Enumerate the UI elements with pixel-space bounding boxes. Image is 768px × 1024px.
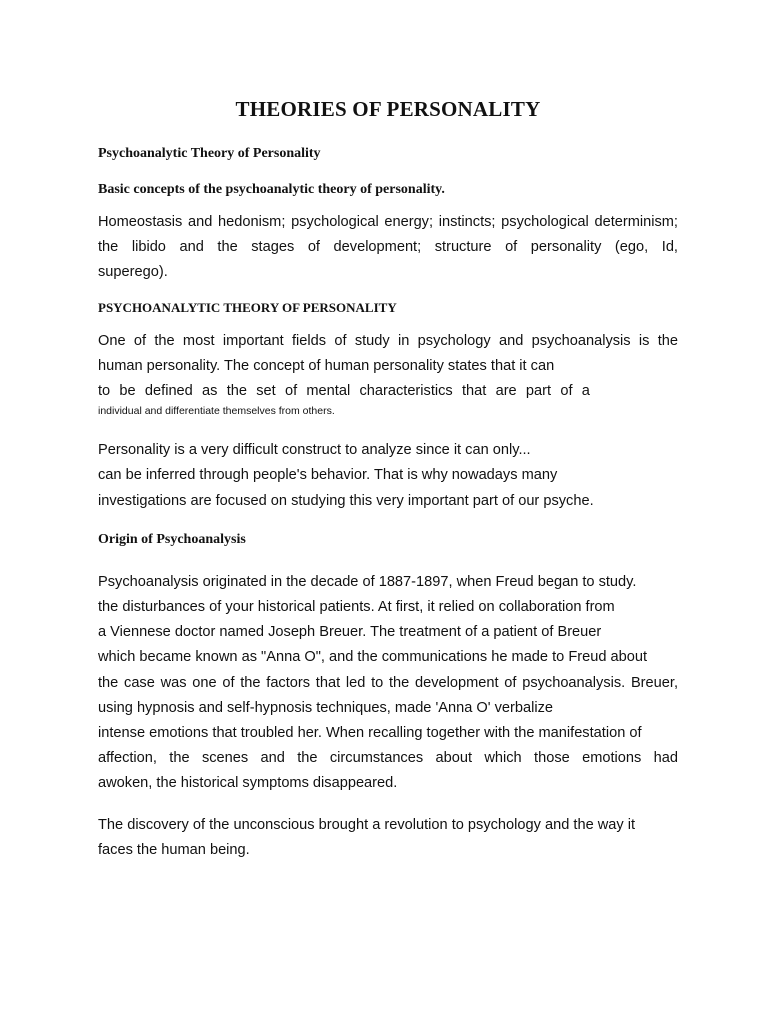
document-title: THEORIES OF PERSONALITY: [235, 97, 541, 121]
text-line: the libido and the stages of development; structure of personality (ego, Id,: [98, 239, 678, 256]
text-line: can be inferred through people's behavior. That is why nowadays many: [98, 467, 558, 484]
text-line: The discovery of the unconscious brought a revolution to psychology and the way it: [98, 816, 636, 833]
paragraph-homeostasis: [98, 210, 678, 286]
text-line: human personality. The concept of human personality states that it can: [98, 357, 555, 374]
paragraph-discovery-unconscious: [98, 813, 678, 863]
heading-origin-psychoanalysis: Origin of Psychoanalysis: [98, 531, 246, 547]
paragraph-important-fields: [98, 329, 678, 419]
text-line: using hypnosis and self-hypnosis techniques, made 'Anna O' verbalize: [98, 699, 554, 716]
text-line: the case was one of the factors that led to the development of psychoanalysis. Breuer,: [98, 674, 678, 691]
text-line: Psychoanalysis originated in the decade of 1887-1897, when Freud began to study.: [98, 573, 637, 590]
text-line: Personality is a very difficult construct to analyze since it can only...: [98, 442, 531, 459]
heading-psychoanalytic-theory: Psychoanalytic Theory of Personality: [98, 146, 321, 161]
text-line: a Viennese doctor named Joseph Breuer. The treatment of a patient of Breuer: [98, 624, 602, 641]
text-line: Homeostasis and hedonism; psychological energy; instincts; psychological determinism;: [98, 214, 678, 230]
heading-basic-concepts: Basic concepts of the psychoanalytic theory of personality.: [98, 182, 445, 197]
text-line: faces the human being.: [98, 841, 250, 858]
text-line: awoken, the historical symptoms disappeared.: [98, 775, 398, 792]
text-line: which became known as "Anna O", and the communications he made to Freud about: [98, 649, 648, 666]
paragraph-origin: [98, 570, 678, 797]
heading-psychoanalytic-theory-upper: PSYCHOANALYTIC THEORY OF PERSONALITY: [98, 299, 397, 315]
text-line: investigations are focused on studying this very important part of our psyche.: [98, 492, 594, 509]
text-line-small: individual and differentiate themselves from others.: [98, 405, 335, 418]
text-line: to be defined as the set of mental characteristics that are part of a: [98, 383, 590, 400]
text-line: intense emotions that troubled her. When recalling together with the manifestation of: [98, 725, 642, 742]
text-line: affection, the scenes and the circumstances about which those emotions had: [98, 750, 678, 767]
text-line: the disturbances of your historical patients. At first, it relied on collaboration from: [98, 599, 615, 616]
document-body: [98, 96, 678, 863]
text-line: One of the most important fields of study in psychology and psychoanalysis is the: [98, 332, 678, 349]
text-line: superego).: [98, 264, 168, 281]
paragraph-personality-construct: [98, 438, 678, 514]
